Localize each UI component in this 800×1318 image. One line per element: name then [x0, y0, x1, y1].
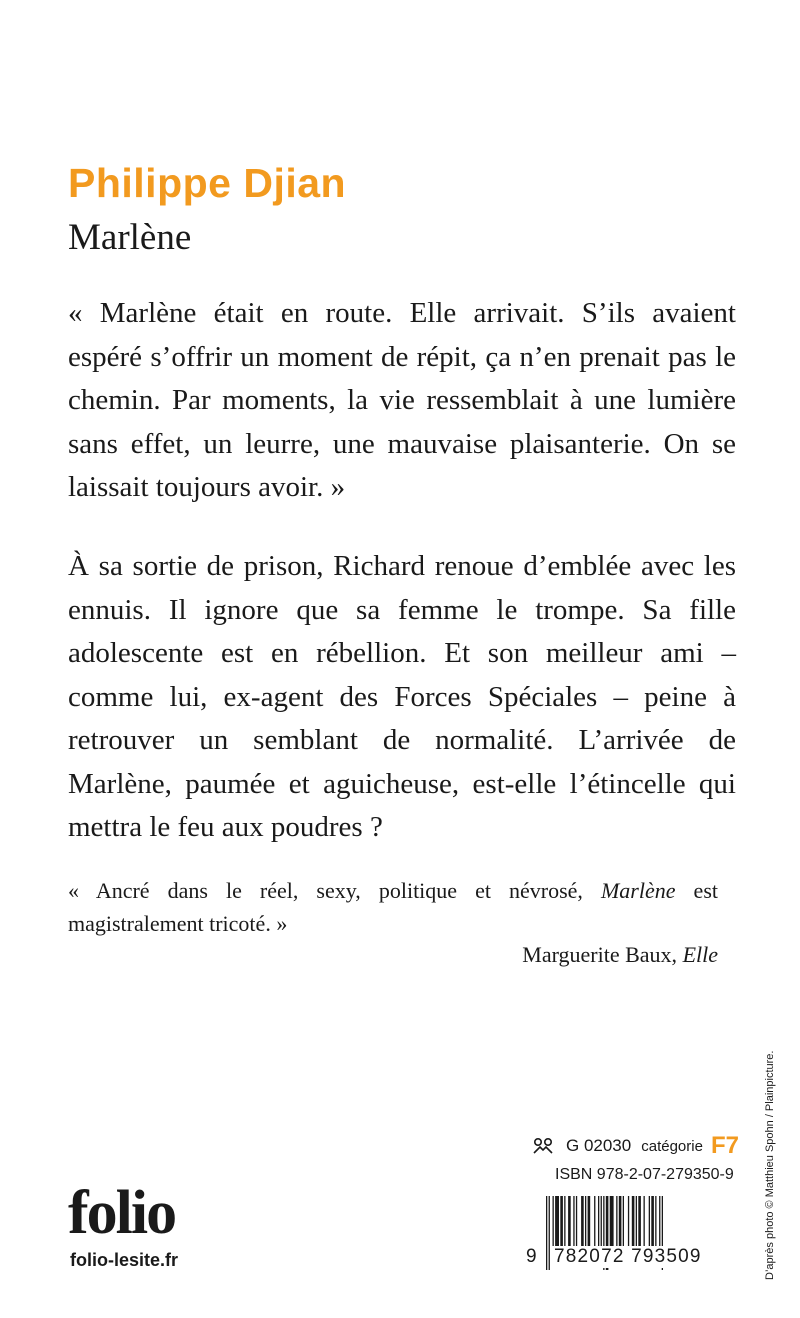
folio-emblem-icon — [532, 1136, 554, 1156]
review-text-start: « Ancré dans le réel, sexy, politique et névrosé, — [68, 878, 601, 903]
photo-credit — [746, 1010, 776, 1280]
synopsis-text: À sa sortie de prison, Richard renoue d’emblée avec les ennuis. Il ignore que sa femme le trompe. Sa fille adolescente est en rébellion. Et son meilleur ami – comme lui, ex-agent des Forces Spéciales – peine à retrouver un semblant de normalité. L’arrivée de Marlène, paumée et aguicheuse, est-elle l’étincelle qui mettra le feu aux poudres ? — [68, 550, 736, 843]
review-attribution — [522, 938, 718, 971]
isbn: ISBN 978-2-07-279350-9 — [555, 1166, 734, 1183]
product-code: G 02030 — [566, 1136, 632, 1155]
photo-credit-text: D’après photo © Matthieu Spohn / Plainpicture. — [764, 1050, 776, 1280]
barcode-digits-rest: 782072 793509 — [554, 1246, 702, 1267]
author-name: Philippe Djian — [68, 160, 347, 206]
barcode-bar — [549, 1196, 550, 1270]
category-code: F7 — [710, 1132, 739, 1159]
product-code-row — [532, 1132, 739, 1160]
barcode-first-digit: 9 — [526, 1246, 538, 1267]
folio-logo: folio — [68, 1179, 176, 1247]
category-label: catégorie — [641, 1137, 703, 1155]
barcode-bar — [546, 1196, 547, 1270]
excerpt-quote: « Marlène était en route. Elle arrivait. S’ils avaient espéré s’offrir un moment de répit, ça n’en prenait pas le chemin. Par moments, la vie ressemblait à une lumière sans effet, un leurre, une mauvaise plaisanterie. On se laissait toujours avoir. » — [68, 297, 736, 503]
book-title: Marlène — [68, 217, 192, 258]
press-review — [68, 874, 718, 940]
review-text-end: est magistralement tricoté. » — [68, 878, 718, 936]
publisher-website: folio-lesite.fr — [70, 1250, 179, 1270]
review-source: Elle — [682, 942, 718, 967]
review-author: Marguerite Baux, — [522, 942, 683, 967]
review-title-italic: Marlène — [600, 878, 676, 903]
